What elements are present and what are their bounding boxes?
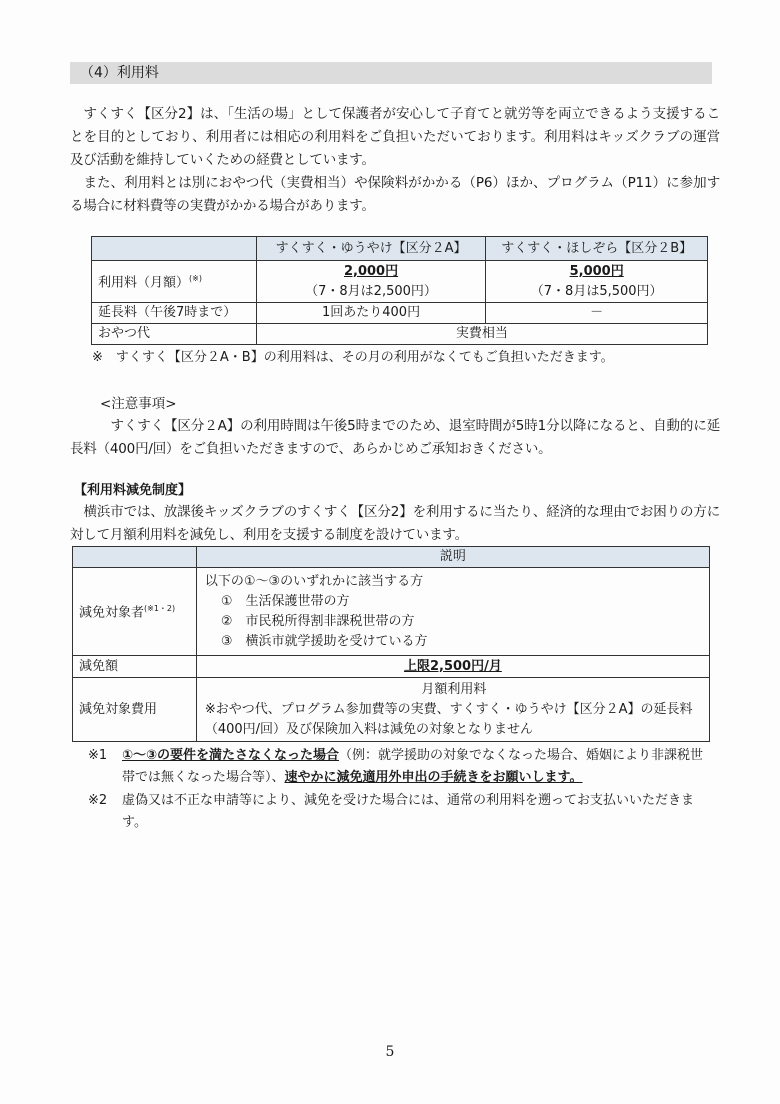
caution-text: すくすく【区分２A】の利用時間は午後5時までのため、退室時間が5時1分以降になると、自動的に延長料（400円/回）をご負担いただきますので、あらかじめご承知おきください。 xyxy=(70,418,720,457)
caution-heading: <注意事項> xyxy=(100,396,177,412)
reduction-target-cell xyxy=(196,568,709,656)
fee-row-extension-label: 延長料（午後7時まで） xyxy=(92,303,257,324)
reduction-table xyxy=(72,546,710,742)
fee-snack-value: 実費相当 xyxy=(256,324,707,345)
reduction-table-corner xyxy=(73,547,197,568)
footnote-1: ※1 ①～③の要件を満たさなくなった場合（例：就学援助の対象でなくなった場合、婚姻により非課税世帯では無くなった場合等）、速やかに減免適用外申出の手続きをお願いします。 xyxy=(88,748,704,785)
reduction-target-label: 減免対象者$^{(※1・2)}$ xyxy=(73,568,197,656)
section-title: （4）利用料 xyxy=(70,62,712,84)
reduction-target-item-1: ① 生活保護世帯の方 xyxy=(220,593,350,609)
reduction-cost-label: 減免対象費用 xyxy=(73,678,197,742)
fee-2a-monthly: 2,000円 （7・8月は2,500円） xyxy=(256,261,486,303)
fee-col-header-2b: すくすく・ほしぞら【区分２B】 xyxy=(486,237,708,261)
footnote-2: ※2 虚偽又は不正な申請等により、減免を受けた場合には、通常の利用料を遡ってお支払いいただきます。 xyxy=(88,793,695,830)
fee-table-corner xyxy=(92,237,257,261)
fee-2a-extension: 1回あたり400円 xyxy=(256,303,486,324)
reduction-heading: 【利用料減免制度】 xyxy=(74,483,192,498)
intro-paragraph-1: すくすく【区分2】は、「生活の場」として保護者が安心して子育てと就労等を両立できるよう支援することを目的としており、利用者には相応の利用料をご負担いただいております。利用料はキッズクラブの運営及び活動を維持していくための経費としています。 xyxy=(70,106,720,168)
fee-row-snack-label: おやつ代 xyxy=(92,324,257,345)
reduction-target-item-2: ② 市民税所得割非課税世帯の方 xyxy=(220,613,415,629)
intro-paragraph-2: また、利用料とは別におやつ代（実費相当）や保険料がかかる（P6）ほか、プログラム（P11）に参加する場合に材料費等の実費がかかる場合があります。 xyxy=(70,175,720,214)
fee-table xyxy=(91,236,708,345)
reduction-cost-line-2: ※おやつ代、プログラム参加費等の実費、すくすく・ゆうやけ【区分２A】の延長料（400円/回）及び保険加入料は減免の対象となりません xyxy=(204,701,693,737)
fee-note: ※ すくすく【区分２A・B】の利用料は、その月の利用がなくてもご負担いただきます。 xyxy=(92,350,614,365)
page-number: 5 xyxy=(385,1044,395,1060)
reduction-cost-cell xyxy=(196,678,709,742)
fee-row-monthly-label: 利用料（月額）(※) xyxy=(92,261,257,303)
reduction-target-item-3: ③ 横浜市就学援助を受けている方 xyxy=(220,633,428,649)
fee-2b-monthly: 5,000円 （7・8月は5,500円） xyxy=(486,261,708,303)
reduction-target-intro: 以下の①～③のいずれかに該当する方 xyxy=(204,573,424,589)
reduction-amount-label: 減免額 xyxy=(73,656,197,678)
reduction-header-description: 説明 xyxy=(196,547,709,568)
reduction-text: 横浜市では、放課後キッズクラブのすくすく【区分2】を利用するに当たり、経済的な理由でお困りの方に対して月額利用料を減免し、利用を支援する制度を設けています。 xyxy=(70,504,720,543)
fee-2b-extension: － xyxy=(486,303,708,324)
reduction-cost-line-1: 月額利用料 xyxy=(421,681,487,697)
fee-col-header-2a: すくすく・ゆうやけ【区分２A】 xyxy=(256,237,486,261)
reduction-amount-value: 上限2,500円/月 xyxy=(196,656,709,678)
